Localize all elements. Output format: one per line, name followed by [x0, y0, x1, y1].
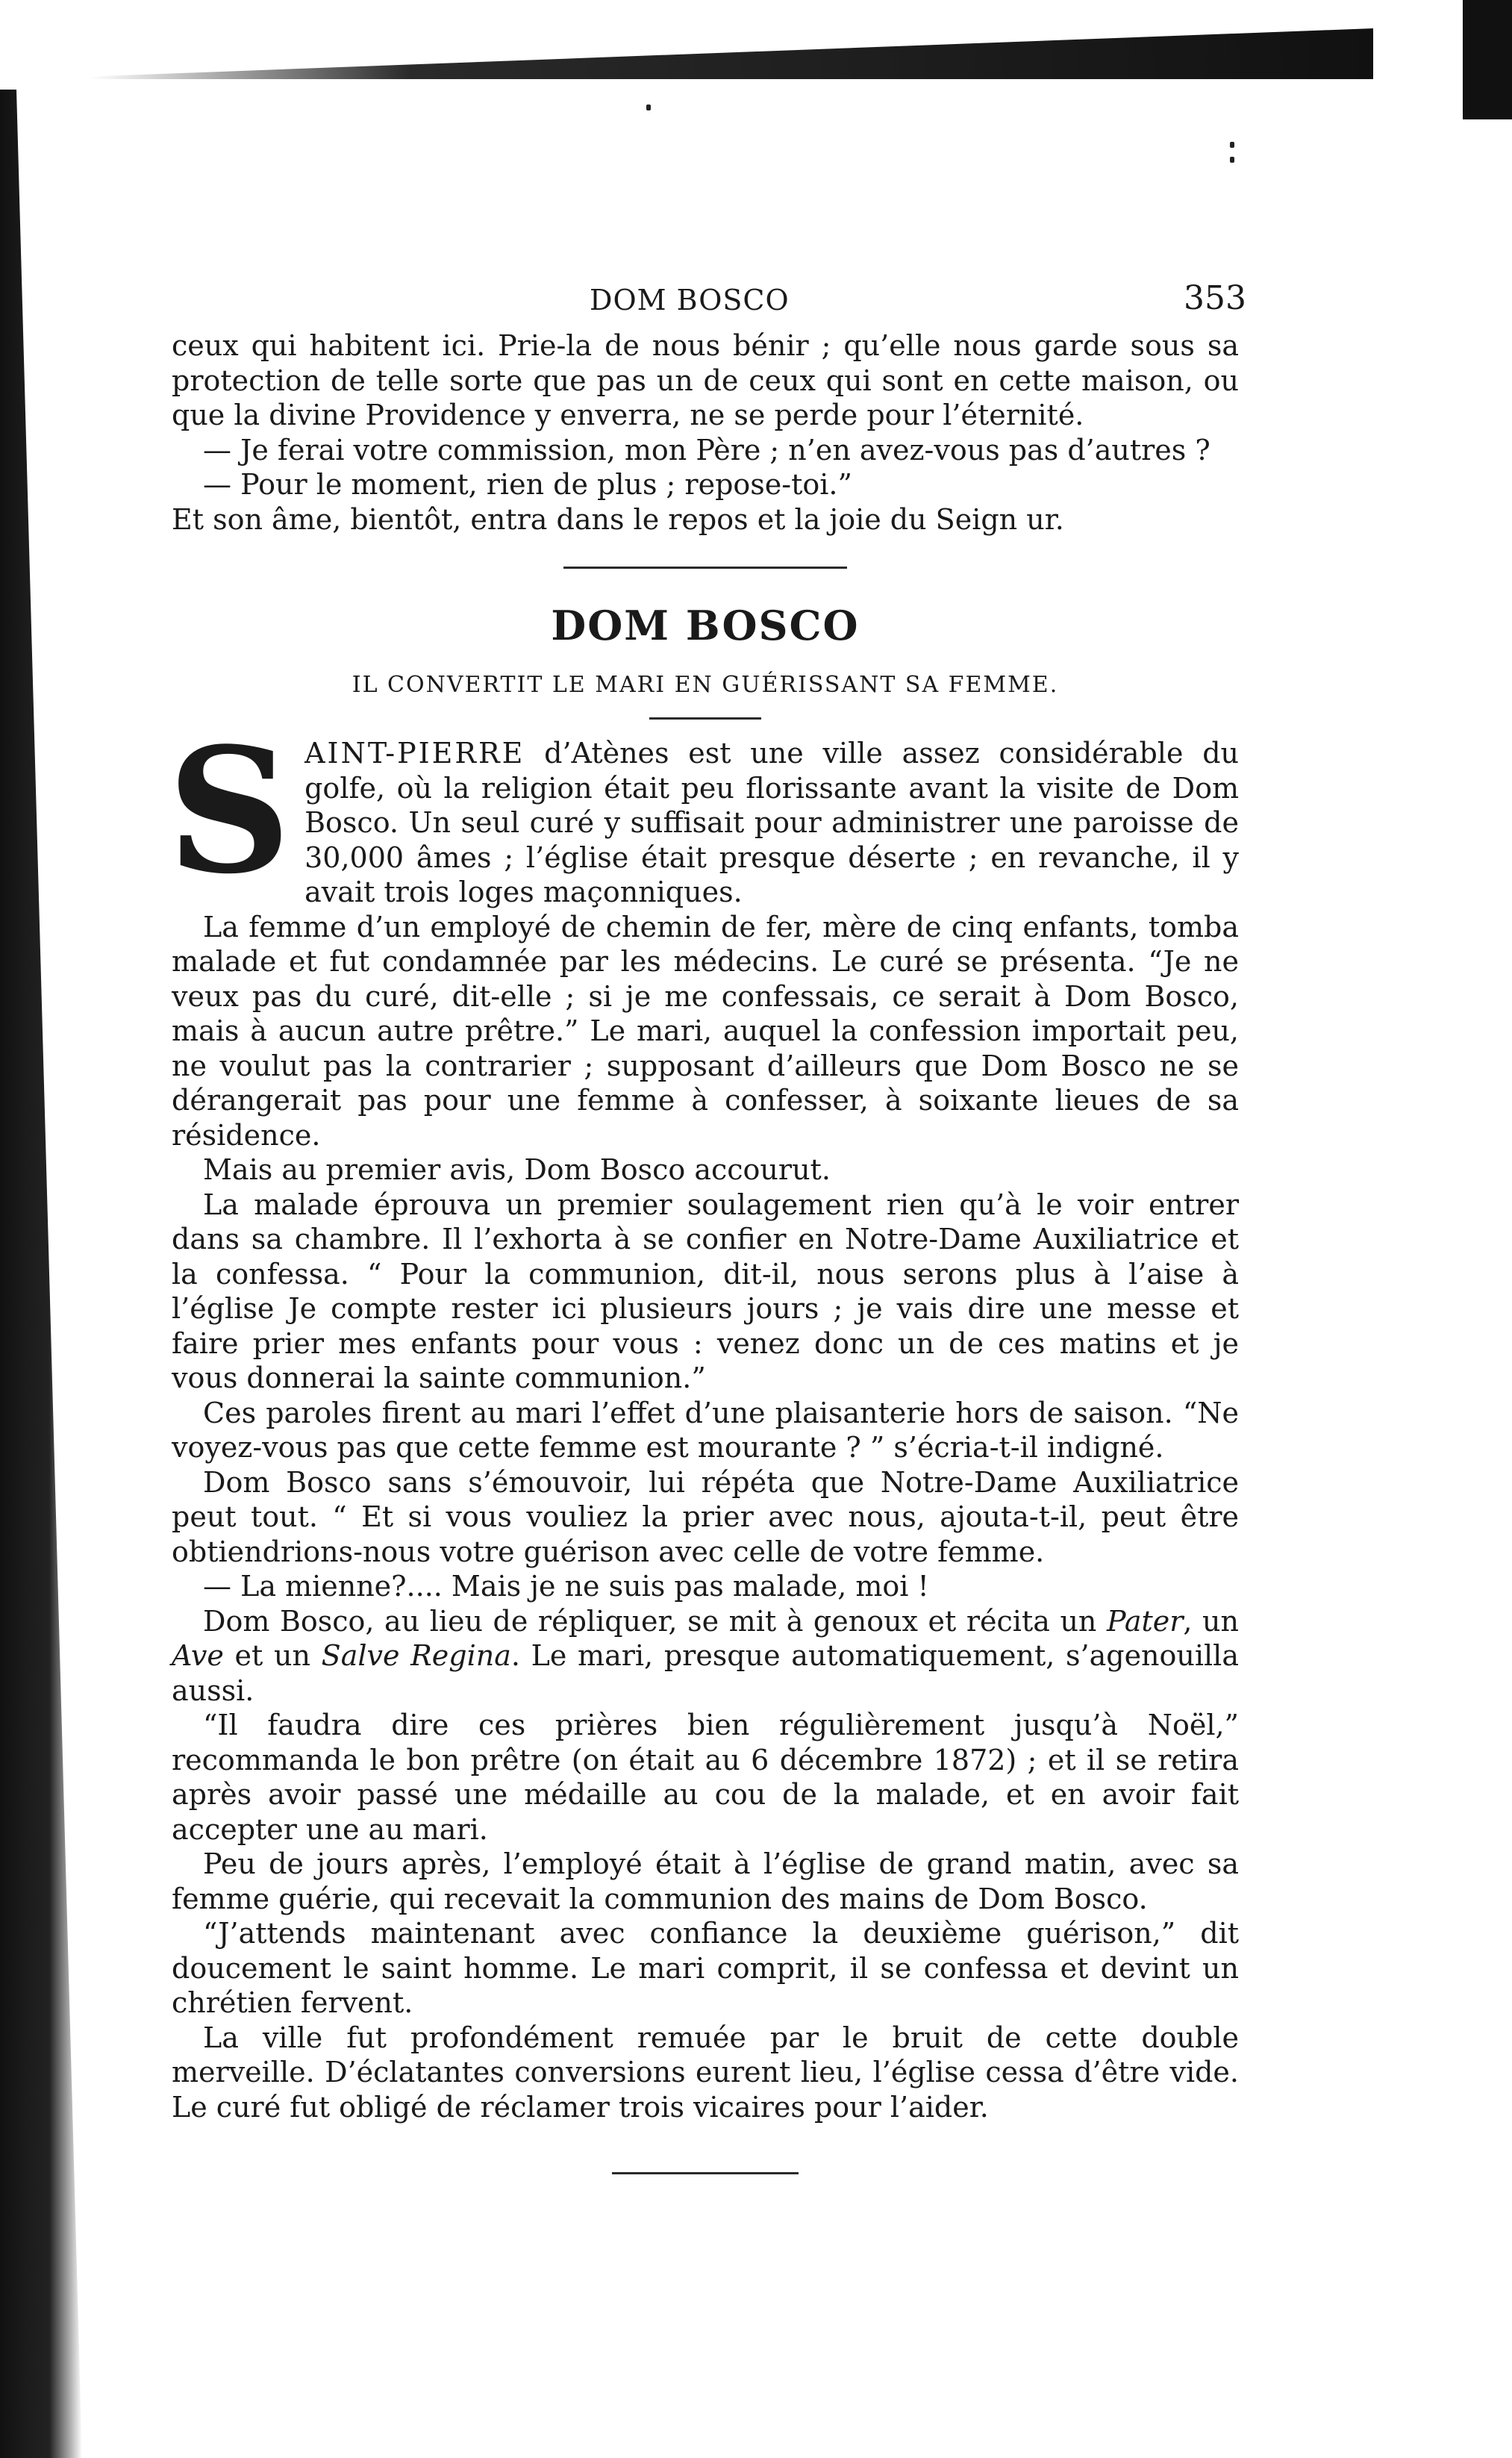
- paragraph: Ces paroles firent au mari l’effet d’une plaisanterie hors de saison. “Ne voyez-vous pas que cette femme est mourante ? ” s’écria-t-il indigné.: [172, 1396, 1239, 1464]
- section-divider: [563, 567, 847, 569]
- lead-caps: AINT-PIERRE: [304, 737, 525, 770]
- paragraph: — Je ferai votre commission, mon Père ; n’en avez-vous pas d’autres ?: [203, 433, 1210, 467]
- dropcap-paragraph: [167, 711, 1239, 912]
- paragraph: Dom Bosco sans s’émouvoir, lui répéta que Notre-Dame Auxiliatrice peut tout. “ Et si vous vouliez la prier avec nous, ajouta-t-il, peut être obtiendrions-nous votre guérison avec celle de votre femme.: [172, 1465, 1239, 1568]
- paragraph: [172, 736, 1239, 910]
- paragraph: La femme d’un employé de chemin de fer, mère de cinq enfants, tomba malade et fut condamnée par les médecins. Le curé se présenta. “Je ne veux pas du curé, dit-elle ; si je me confessais, ce serait à Dom Bosco, mais à aucun autre prêtre.” Le mari, auquel la confession importait peu, ne voulut pas la contrarier ; supposant d’ailleurs que Dom Bosco ne se dérangerait pas pour une femme à confesser, à soixante lieues de sa résidence.: [172, 910, 1239, 1152]
- section-subtitle: IL CONVERTIT LE MARI EN GUÉRISSANT SA FEMME.: [352, 672, 1059, 698]
- subtitle-divider: [649, 717, 761, 720]
- text-run: , un: [1183, 1604, 1239, 1638]
- scan-speck: [1230, 157, 1234, 163]
- scan-speck: [1230, 142, 1234, 148]
- end-divider: [612, 2172, 799, 2174]
- running-title: DOM BOSCO: [590, 284, 790, 316]
- text-run: et un: [223, 1639, 322, 1672]
- scan-shadow-top: [90, 28, 1373, 79]
- paragraph: Et son âme, bientôt, entra dans le repos et la joie du Seign ur.: [172, 502, 1064, 536]
- text-run: . Le mari, presque automatiquement, s’agenouilla aussi.: [172, 1639, 1239, 1707]
- paragraph: La malade éprouva un premier soulagement rien qu’à le voir entrer dans sa chambre. Il l’exhorta à se confier en Notre-Dame Auxiliatrice et la confessa. “ Pour la communion, dit-il, nous serons plus à l’aise à l’église Je compte rester ici plusieurs jours ; je vais dire une messe et faire prier mes enfants pour vous : venez donc un de ces matins et je vous donnerai la sainte communion.”: [172, 1188, 1239, 1394]
- italic-prayer: Pater: [1106, 1604, 1184, 1638]
- italic-prayer: Salve Regina: [321, 1639, 511, 1672]
- paragraph: “Il faudra dire ces prières bien régulièrement jusqu’à Noël,” recommanda le bon prêtre (on était au 6 décembre 1872) ; et il se retira après avoir passé une médaille au cou de la malade, et en avoir fait accepter une au mari.: [172, 1709, 1239, 1846]
- paragraph-with-italics: [172, 1604, 1239, 1709]
- text-run: Dom Bosco, au lieu de répliquer, se mit à genoux et récita un: [203, 1604, 1107, 1638]
- book-page: [167, 279, 1246, 2174]
- dropcap-text: d’Atènes est une ville assez considérable du golfe, où la religion était peu florissante avant la visite de Dom Bosco. Un seul curé y suffisait pour administrer une paroisse de 30,000 âmes ; l’église était presque déserte ; en revanche, il y avait trois loges maçonniques.: [304, 737, 1239, 908]
- paragraph: Mais au premier avis, Dom Bosco accourut.: [203, 1153, 831, 1186]
- paragraph: “J’attends maintenant avec confiance la deuxième guérison,” dit doucement le saint homme. Le mari comprit, il se confessa et devint un chrétien fervent.: [172, 1917, 1239, 2019]
- paragraph: — La mienne?.... Mais je ne suis pas malade, moi !: [203, 1570, 929, 1603]
- scan-shadow-right: [1463, 0, 1512, 119]
- paragraph: ceux qui habitent ici. Prie-la de nous bénir ; qu’elle nous garde sous sa protection de telle sorte que pas un de ceux qui sont en cette maison, ou que la divine Providence y enverra, ne se perde pour l’éternité.: [172, 329, 1239, 431]
- intro-text: [172, 328, 1239, 537]
- page-number: 353: [1184, 279, 1246, 317]
- paragraph: — Pour le moment, rien de plus ; repose-toi.”: [203, 468, 852, 501]
- running-head: [172, 279, 1246, 328]
- paragraph: La ville fut profondément remuée par le bruit de cette double merveille. D’éclatantes conversions eurent lieu, l’église cessa d’être vide. Le curé fut obligé de réclamer trois vicaires pour l’aider.: [172, 2021, 1239, 2124]
- section-title: DOM BOSCO: [551, 602, 860, 649]
- drop-cap-letter: S: [167, 711, 292, 912]
- scan-speck: [646, 105, 651, 110]
- body-text: [172, 910, 1239, 2125]
- italic-prayer: Ave: [172, 1639, 224, 1672]
- paragraph: Peu de jours après, l’employé était à l’église de grand matin, avec sa femme guérie, qui recevait la communion des mains de Dom Bosco.: [172, 1847, 1239, 1915]
- scan-shadow-left: [0, 90, 82, 2458]
